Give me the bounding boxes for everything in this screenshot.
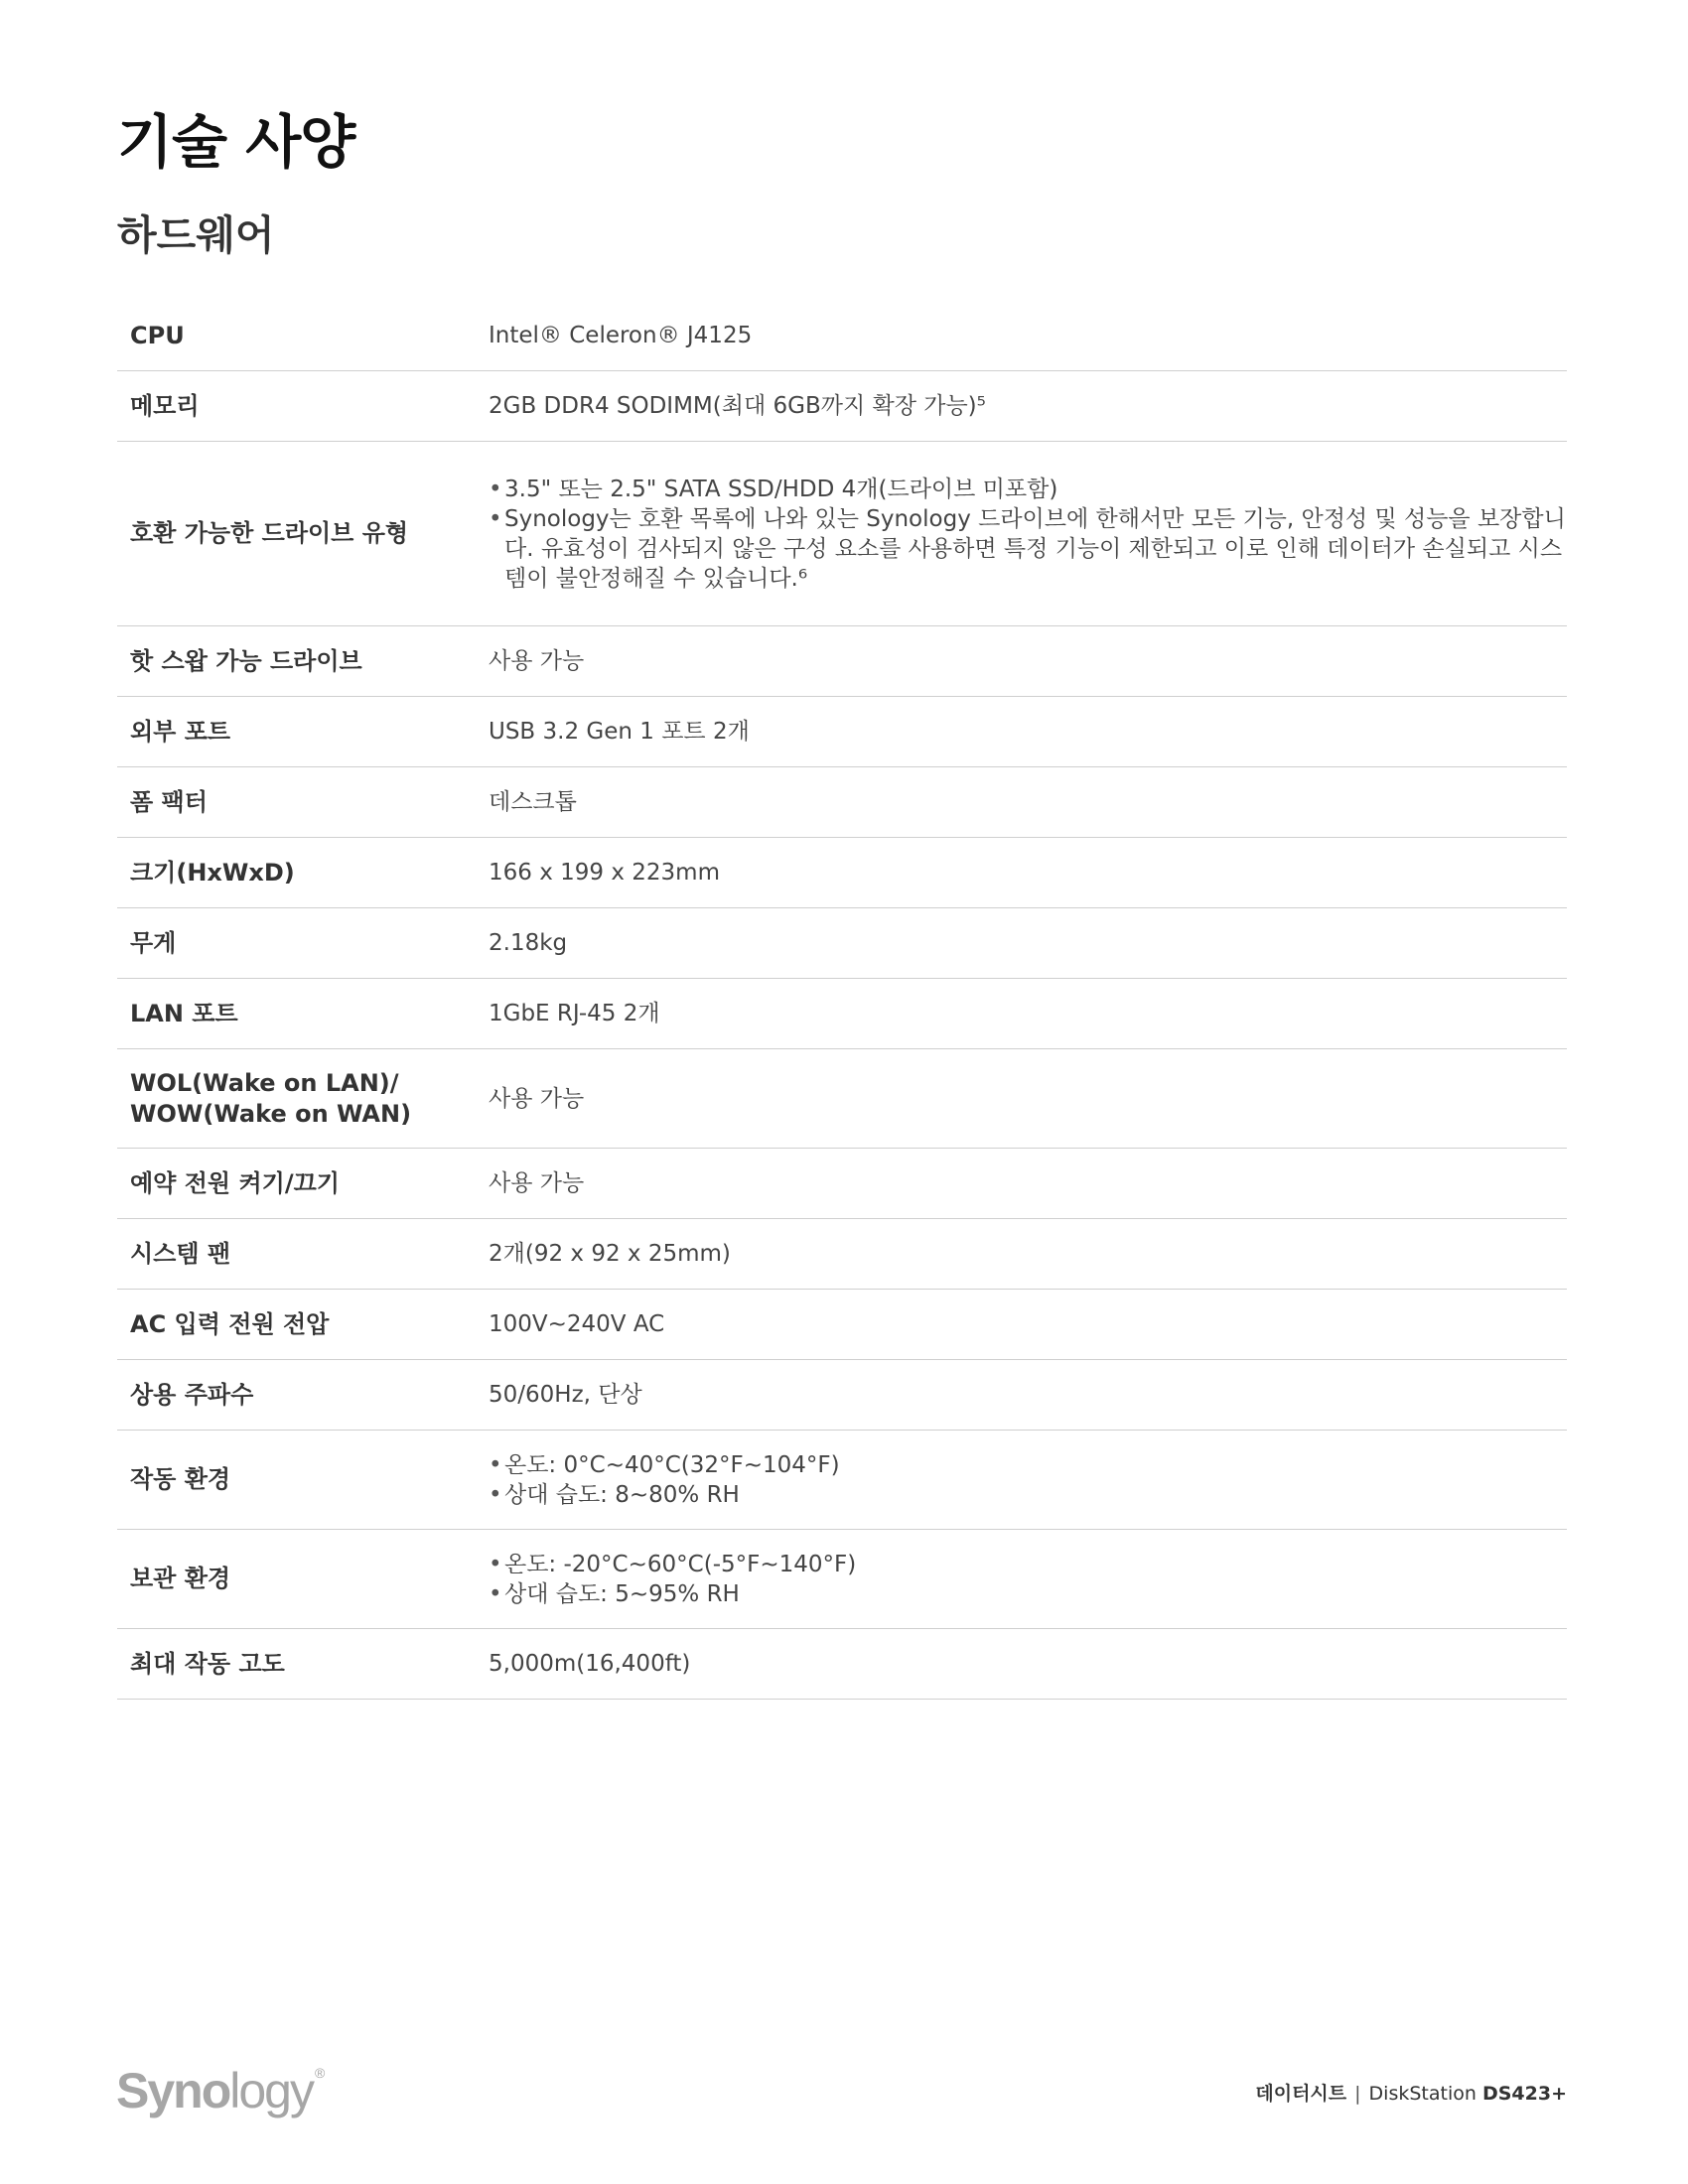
spec-row: [117, 371, 1567, 442]
spec-label: AC 입력 전원 전압: [130, 1309, 330, 1338]
spec-bullet-list: [489, 1550, 1567, 1609]
spec-row: [117, 626, 1567, 697]
footer-doc-type: 데이터시트: [1255, 2083, 1347, 2105]
page-title: 기술 사양: [117, 108, 355, 176]
spec-row: [117, 1049, 1567, 1149]
spec-bullet: • 상대 습도: 5~95% RH: [489, 1579, 1567, 1609]
spec-bullet: • 온도: 0°C~40°C(32°F~104°F): [489, 1450, 1567, 1480]
registered-mark: ®: [314, 2065, 326, 2081]
spec-value: USB 3.2 Gen 1 포트 2개: [489, 719, 750, 745]
spec-value: [489, 1450, 1567, 1510]
spec-label: 보관 환경: [130, 1565, 231, 1592]
spec-label: WOL(Wake on LAN)/ WOW(Wake on WAN): [130, 1068, 412, 1128]
spec-label: 메모리: [130, 391, 200, 420]
spec-label: LAN 포트: [130, 999, 238, 1027]
spec-value: 50/60Hz, 단상: [489, 1382, 642, 1408]
spec-label: 외부 포트: [130, 717, 231, 746]
spec-value: 2개(92 x 92 x 25mm): [489, 1241, 731, 1267]
spec-row: [117, 979, 1567, 1049]
spec-value: 사용 가능: [489, 648, 585, 674]
spec-bullet-list: [489, 1450, 1567, 1510]
spec-value: [489, 475, 1567, 594]
spec-value: 2GB DDR4 SODIMM(최대 6GB까지 확장 가능)⁵: [489, 393, 986, 419]
spec-bullet: • 3.5" 또는 2.5" SATA SSD/HDD 4개(드라이브 미포함): [489, 475, 1567, 504]
spec-row: [117, 1219, 1567, 1290]
spec-row: [117, 1149, 1567, 1219]
spec-row: [117, 1360, 1567, 1431]
spec-row: [117, 1629, 1567, 1700]
spec-bullet: • 상대 습도: 8~80% RH: [489, 1480, 1567, 1510]
spec-value: 사용 가능: [489, 1085, 585, 1112]
spec-row: [117, 697, 1567, 767]
spec-row: [117, 767, 1567, 838]
spec-label: 핫 스왑 가능 드라이브: [130, 646, 362, 675]
footer-model: DS423+: [1481, 2083, 1567, 2105]
spec-row: [117, 838, 1567, 908]
spec-label: 폼 팩터: [130, 787, 208, 816]
spec-bullet: • Synology는 호환 목록에 나와 있는 Synology 드라이브에 한해서만 모든 기능, 안정성 및 성능을 보장합니다. 유효성이 검사되지 않은 구성 요소를 사용하면 특정 기능이 제한되고 이로 인해 데이터가 손실되고 시스템이 불안정해질 수 있습니다.⁶: [489, 504, 1567, 594]
spec-label: 상용 주파수: [130, 1380, 254, 1409]
spec-label: 크기(HxWxD): [130, 858, 295, 887]
footer-product: DiskStation: [1368, 2083, 1477, 2105]
synology-logo: [116, 2062, 325, 2119]
spec-value: 166 x 199 x 223mm: [489, 860, 720, 886]
spec-label: 최대 작동 고도: [130, 1649, 285, 1678]
spec-value: Intel® Celeron® J4125: [489, 323, 753, 348]
spec-table: [117, 301, 1567, 1700]
footer-separator: |: [1354, 2083, 1361, 2105]
spec-label: CPU: [130, 321, 185, 349]
spec-row: [117, 301, 1567, 371]
spec-row: [117, 1290, 1567, 1360]
spec-label: 시스템 팬: [130, 1239, 231, 1268]
spec-value: [489, 1550, 1567, 1609]
spec-row: [117, 1431, 1567, 1530]
spec-row: [117, 442, 1567, 626]
spec-row: [117, 908, 1567, 979]
section-title: 하드웨어: [117, 211, 275, 259]
spec-value: 1GbE RJ-45 2개: [489, 1001, 660, 1026]
spec-value: 사용 가능: [489, 1170, 585, 1196]
spec-label: 예약 전원 켜기/끄기: [130, 1168, 340, 1197]
logo-text-light: logy: [229, 2063, 313, 2118]
spec-bullet-list: [489, 475, 1567, 594]
spec-value: 5,000m(16,400ft): [489, 1651, 691, 1677]
spec-label: 호환 가능한 드라이브 유형: [130, 519, 409, 547]
spec-value: 2.18kg: [489, 930, 568, 956]
spec-bullet: • 온도: -20°C~60°C(-5°F~140°F): [489, 1550, 1567, 1579]
spec-value: 100V~240V AC: [489, 1311, 665, 1337]
logo-text-bold: Syno: [116, 2063, 230, 2118]
spec-label: 작동 환경: [130, 1465, 231, 1493]
spec-label: 무게: [130, 928, 177, 957]
spec-value: 데스크톱: [489, 789, 577, 815]
footer-doc-info: [1255, 2079, 1567, 2106]
spec-row: [117, 1530, 1567, 1629]
